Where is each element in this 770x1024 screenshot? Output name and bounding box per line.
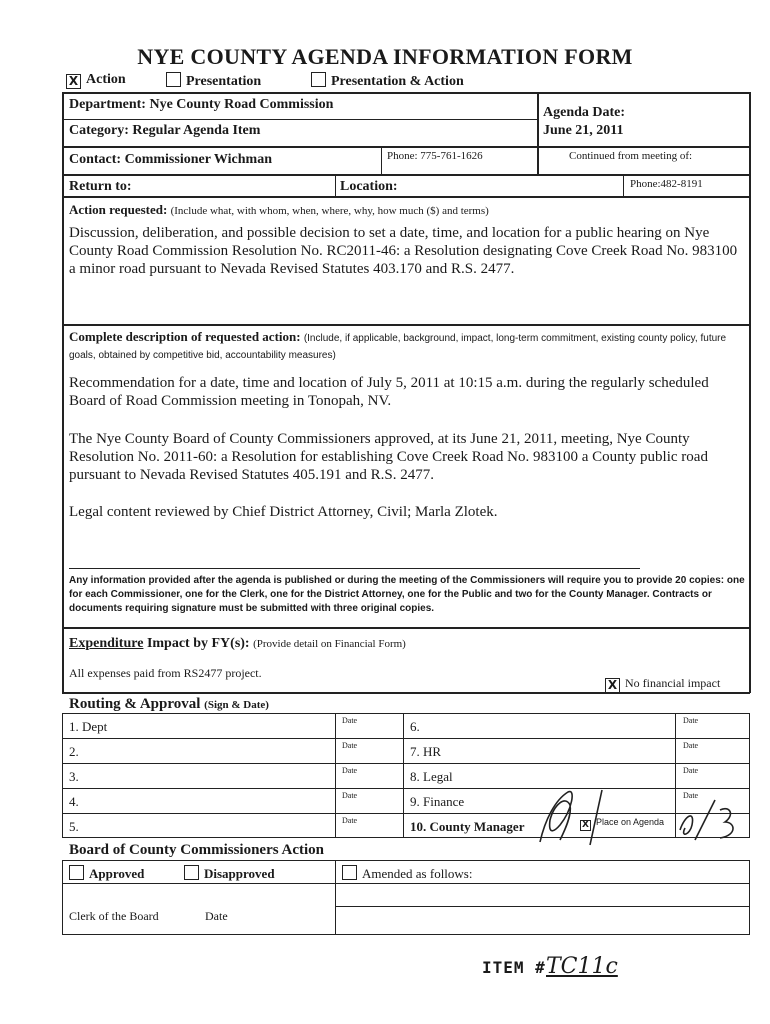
no-financial-impact[interactable]: X No financial impact [605, 676, 720, 693]
rule [537, 92, 539, 174]
amended-option[interactable]: Amended as follows: [342, 865, 472, 882]
rule [335, 906, 750, 907]
date-label: Date [342, 741, 358, 750]
routing-right-7: 7. HR [410, 744, 442, 759]
date-label: Date [342, 716, 358, 725]
agenda-date-label: Agenda Date: [543, 105, 626, 120]
rule [335, 713, 336, 838]
rule [62, 92, 64, 325]
expense-text: All expenses paid from RS2477 project. [69, 666, 262, 680]
rule [62, 174, 750, 176]
date-label: Date [342, 816, 358, 825]
rule [749, 324, 751, 628]
copies-notice: Any information provided after the agenda is published or during the meeting of the Commissioners will require you to provide 20 copies: one for each Commissioner, one for the Clerk, one for the District Attorney, one for the Public and two for the County Manager. Contracts or documents requiring signature must be submitted with three original copies. [69, 575, 745, 614]
rule [62, 627, 750, 629]
no-financial-impact-checkbox[interactable]: X [605, 678, 620, 693]
return-to-field: Return to: [69, 179, 132, 194]
routing-left-4: 4. [69, 794, 79, 809]
rule [335, 860, 336, 935]
location-field: Location: [340, 179, 398, 194]
rule [749, 92, 751, 325]
disapproved-option[interactable]: Disapproved [184, 865, 275, 882]
continued-field: Continued from meeting of: [569, 150, 693, 162]
routing-left-2: 2. [69, 744, 79, 759]
bcc-heading: Board of County Commissioners Action [69, 842, 325, 858]
presentation-action-checkbox[interactable] [311, 72, 326, 87]
rule [62, 92, 750, 94]
amended-checkbox[interactable] [342, 865, 357, 880]
rule [62, 627, 64, 693]
description-heading: Complete description of requested action: (Include, if applicable, background, impact, long-term commitment, existing county policy, future goals, obtained by competitive bid, accountability measures) [69, 329, 727, 361]
date-label: Date [683, 741, 699, 750]
phone2-field: Phone:482-8191 [630, 178, 703, 190]
rule [62, 119, 538, 120]
agenda-date-value: June 21, 2011 [543, 123, 624, 138]
rule [62, 146, 750, 148]
signature-scribble [520, 780, 770, 850]
rule [69, 568, 640, 569]
item-label: ITEM # [482, 958, 546, 977]
action-checkbox[interactable]: X [66, 74, 81, 89]
form-title: NYE COUNTY AGENDA INFORMATION FORM [137, 44, 633, 69]
routing-heading: Routing & Approval (Sign & Date) [69, 696, 269, 712]
rule [381, 146, 382, 174]
date-label: Date [683, 766, 699, 775]
routing-left-1: 1. Dept [69, 719, 108, 734]
routing-left-5: 5. [69, 819, 79, 834]
approved-option[interactable]: Approved [69, 865, 144, 882]
option-presentation-action[interactable]: Presentation & Action [311, 72, 464, 90]
clerk-label: Clerk of the Board [69, 909, 159, 923]
rule [62, 763, 750, 764]
rule [62, 324, 64, 628]
rule [62, 738, 750, 739]
place-on-agenda[interactable]: X Place on Agenda [580, 817, 664, 831]
rule [749, 627, 751, 693]
date-label: Date [342, 766, 358, 775]
department-field: Department: Nye County Road Commission [69, 97, 334, 112]
action-requested-heading: Action requested: (Include what, with whom, when, where, why, how much ($) and terms) [69, 202, 489, 217]
rule [623, 174, 624, 196]
presentation-checkbox[interactable] [166, 72, 181, 87]
rule [335, 174, 336, 196]
routing-right-10: 10. County Manager [410, 819, 525, 834]
rule [403, 713, 404, 838]
description-paragraph-2: The Nye County Board of County Commissioners approved, at its June 21, 2011, meeting, Nye County Resolution No. 2011-60: a Resolution for establishing Cove Creek Road No. 983100 a County public road pursuant to Nevada Revised Statutes 405.191 and R.S. 2477. [69, 431, 708, 483]
phone-field: Phone: 775-761-1626 [387, 150, 483, 162]
routing-left-3: 3. [69, 769, 79, 784]
category-field: Category: Regular Agenda Item [69, 123, 261, 138]
description-paragraph-3: Legal content reviewed by Chief District Attorney, Civil; Marla Zlotek. [69, 504, 498, 520]
clerk-date-label: Date [205, 909, 228, 923]
routing-right-8: 8. Legal [410, 769, 453, 784]
contact-field: Contact: Commissioner Wichman [69, 152, 272, 167]
approved-checkbox[interactable] [69, 865, 84, 880]
option-action[interactable]: X Action [66, 72, 126, 89]
description-paragraph-1: Recommendation for a date, time and location of July 5, 2011 at 10:15 a.m. during the regularly scheduled Board of Road Commission meeting in Tonopah, NV. [69, 375, 709, 409]
date-label: Date [683, 716, 699, 725]
item-value: TC11c [546, 954, 618, 979]
disapproved-checkbox[interactable] [184, 865, 199, 880]
routing-right-6: 6. [410, 719, 420, 734]
date-label: Date [683, 791, 699, 800]
place-on-agenda-checkbox[interactable]: X [580, 820, 591, 831]
rule [62, 883, 750, 884]
option-presentation[interactable]: Presentation [166, 72, 261, 90]
date-label: Date [342, 791, 358, 800]
routing-right-9: 9. Finance [410, 794, 465, 809]
rule [62, 324, 750, 326]
rule [62, 196, 750, 198]
action-requested-text: Discussion, deliberation, and possible decision to set a date, time, and location for a public hearing on Nye County Road Commission Resolution No. RC2011-46: a Resolution designating Cove Creek Road No. 983100 a minor road pursuant to Nevada Revised Statutes 403.170 and R.S. 2477. [69, 225, 738, 277]
expenditure-heading: Expenditure Impact by FY(s): (Provide detail on Financial Form) [69, 636, 406, 651]
